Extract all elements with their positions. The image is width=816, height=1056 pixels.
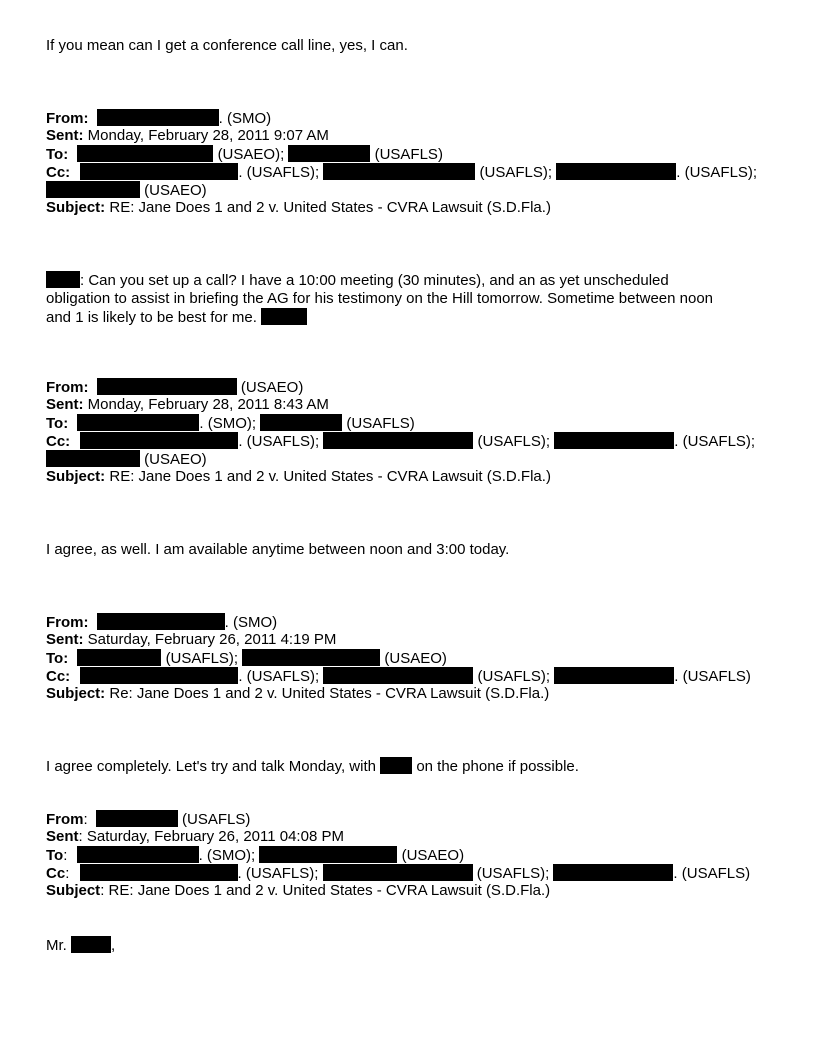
cc-row — [46, 163, 757, 181]
cc-label: Cc — [46, 865, 66, 882]
label-colon: : — [100, 882, 105, 899]
cc-org: . (USAFLS); — [676, 164, 758, 181]
message-body-4 — [46, 757, 579, 776]
message-text: and 1 is likely to be best for me. — [46, 309, 257, 326]
to-org: (USAFLS) — [374, 146, 443, 163]
to-org: (USAEO) — [401, 847, 465, 864]
redaction-box — [242, 649, 380, 666]
subject-label: Subject: — [46, 685, 106, 702]
cc-org: (USAFLS); — [479, 164, 553, 181]
sent-value: Monday, February 28, 2011 9:07 AM — [87, 127, 329, 144]
redaction-box — [77, 145, 213, 162]
cc-row — [46, 864, 750, 882]
to-label: To: — [46, 415, 69, 432]
redaction-box — [261, 308, 307, 325]
message-line — [46, 308, 713, 327]
redaction-box — [77, 649, 161, 666]
redaction-box — [80, 667, 238, 684]
message-body-1 — [46, 37, 408, 55]
cc-org: . (USAFLS); — [238, 164, 320, 181]
redaction-box — [554, 432, 674, 449]
from-label: From: — [46, 110, 89, 127]
redaction-box — [97, 613, 225, 630]
to-label: To — [46, 847, 64, 864]
message-line — [46, 271, 713, 290]
label-colon: : — [65, 865, 70, 882]
sent-label: Sent: — [46, 631, 84, 648]
redaction-box — [71, 936, 111, 953]
redaction-box — [260, 414, 342, 431]
from-row — [46, 613, 751, 631]
from-org: . (SMO) — [218, 110, 272, 127]
sent-row — [46, 828, 750, 846]
email-header-1 — [46, 109, 757, 217]
redaction-box — [323, 667, 473, 684]
to-row — [46, 649, 751, 667]
redaction-box — [323, 432, 473, 449]
redaction-box — [80, 864, 238, 881]
email-header-3 — [46, 613, 751, 703]
sent-label: Sent: — [46, 127, 84, 144]
cc-org: . (USAFLS) — [674, 668, 751, 685]
redaction-box — [77, 414, 199, 431]
to-label: To: — [46, 146, 69, 163]
subject-value: Re: Jane Does 1 and 2 v. United States - CVRA Lawsuit (S.D.Fla.) — [109, 685, 550, 702]
subject-value: RE: Jane Does 1 and 2 v. United States - CVRA Lawsuit (S.D.Fla.) — [108, 882, 551, 899]
to-row — [46, 414, 755, 432]
from-org: (USAEO) — [240, 379, 304, 396]
email-header-2 — [46, 378, 755, 486]
label-colon: : — [63, 847, 68, 864]
cc-label: Cc: — [46, 668, 71, 685]
cc-row-continued — [46, 181, 757, 199]
redaction-box — [288, 145, 370, 162]
message-body-5 — [46, 936, 115, 955]
subject-label: Subject — [46, 882, 101, 899]
subject-row — [46, 882, 750, 900]
message-text: If you mean can I get a conference call line, yes, I can. — [46, 37, 408, 54]
to-org: . (SMO); — [198, 847, 256, 864]
cc-row — [46, 432, 755, 450]
from-row — [46, 109, 757, 127]
message-body-3 — [46, 541, 509, 559]
message-line: obligation to assist in briefing the AG for his testimony on the Hill tomorrow. Sometime between noon — [46, 290, 714, 307]
redaction-box — [380, 757, 412, 774]
redaction-box — [556, 163, 676, 180]
subject-value: RE: Jane Does 1 and 2 v. United States - CVRA Lawsuit (S.D.Fla.) — [109, 468, 551, 485]
cc-org: (USAFLS); — [476, 865, 550, 882]
salutation-comma: , — [111, 937, 116, 954]
salutation: Mr. — [46, 937, 67, 954]
to-org: (USAEO) — [384, 650, 447, 667]
redaction-box — [97, 378, 237, 395]
cc-row — [46, 667, 751, 685]
to-org: (USAFLS) — [346, 415, 415, 432]
message-text: : Can you set up a call? I have a 10:00 meeting (30 minutes), and an as yet unscheduled — [80, 272, 669, 289]
subject-row — [46, 199, 757, 217]
redaction-box — [554, 667, 674, 684]
redaction-box — [259, 846, 397, 863]
from-label: From: — [46, 379, 89, 396]
to-org: (USAFLS); — [165, 650, 239, 667]
cc-org: . (USAFLS); — [238, 668, 320, 685]
cc-org: (USAEO) — [144, 451, 207, 468]
subject-value: RE: Jane Does 1 and 2 v. United States - CVRA Lawsuit (S.D.Fla.) — [109, 199, 551, 216]
message-text: I agree completely. Let's try and talk Monday, with — [46, 758, 376, 775]
from-org: . (SMO) — [224, 614, 278, 631]
sent-value: Saturday, February 26, 2011 4:19 PM — [87, 631, 337, 648]
cc-org: . (USAFLS) — [673, 865, 751, 882]
cc-org: (USAEO) — [144, 182, 207, 199]
to-org: . (SMO); — [199, 415, 257, 432]
label-colon: : — [78, 828, 83, 845]
from-org: (USAFLS) — [182, 811, 251, 828]
redaction-box — [46, 450, 140, 467]
sent-label: Sent — [46, 828, 79, 845]
to-row — [46, 145, 757, 163]
redaction-box — [553, 864, 673, 881]
subject-row — [46, 685, 751, 703]
to-row — [46, 846, 750, 864]
label-colon: : — [83, 811, 88, 828]
redaction-box — [96, 810, 178, 827]
cc-org: (USAFLS); — [477, 433, 551, 450]
email-header-4 — [46, 810, 750, 900]
redaction-box — [80, 432, 238, 449]
redaction-box — [46, 181, 140, 198]
redaction-box — [323, 864, 473, 881]
redaction-box — [77, 846, 199, 863]
sent-value: Monday, February 28, 2011 8:43 AM — [87, 396, 329, 413]
to-org: (USAEO); — [217, 146, 285, 163]
sent-row — [46, 631, 751, 649]
subject-label: Subject: — [46, 199, 106, 216]
redaction-box — [323, 163, 475, 180]
message-text: on the phone if possible. — [416, 758, 579, 775]
from-row — [46, 378, 755, 396]
from-label: From: — [46, 614, 89, 631]
subject-row — [46, 468, 755, 486]
subject-label: Subject: — [46, 468, 106, 485]
to-label: To: — [46, 650, 69, 667]
from-row — [46, 810, 750, 828]
cc-org: . (USAFLS); — [674, 433, 756, 450]
message-text: I agree, as well. I am available anytime between noon and 3:00 today. — [46, 541, 510, 558]
cc-label: Cc: — [46, 433, 71, 450]
cc-org: . (USAFLS); — [237, 865, 319, 882]
from-label: From — [46, 811, 84, 828]
sent-row — [46, 127, 757, 145]
redaction-box — [46, 271, 80, 288]
message-body-2 — [46, 271, 713, 327]
cc-org: . (USAFLS); — [238, 433, 320, 450]
redaction-box — [97, 109, 219, 126]
sent-value: Saturday, February 26, 2011 04:08 PM — [86, 828, 344, 845]
redaction-box — [80, 163, 238, 180]
cc-org: (USAFLS); — [477, 668, 551, 685]
sent-row — [46, 396, 755, 414]
sent-label: Sent: — [46, 396, 84, 413]
cc-label: Cc: — [46, 164, 71, 181]
cc-row-continued — [46, 450, 755, 468]
